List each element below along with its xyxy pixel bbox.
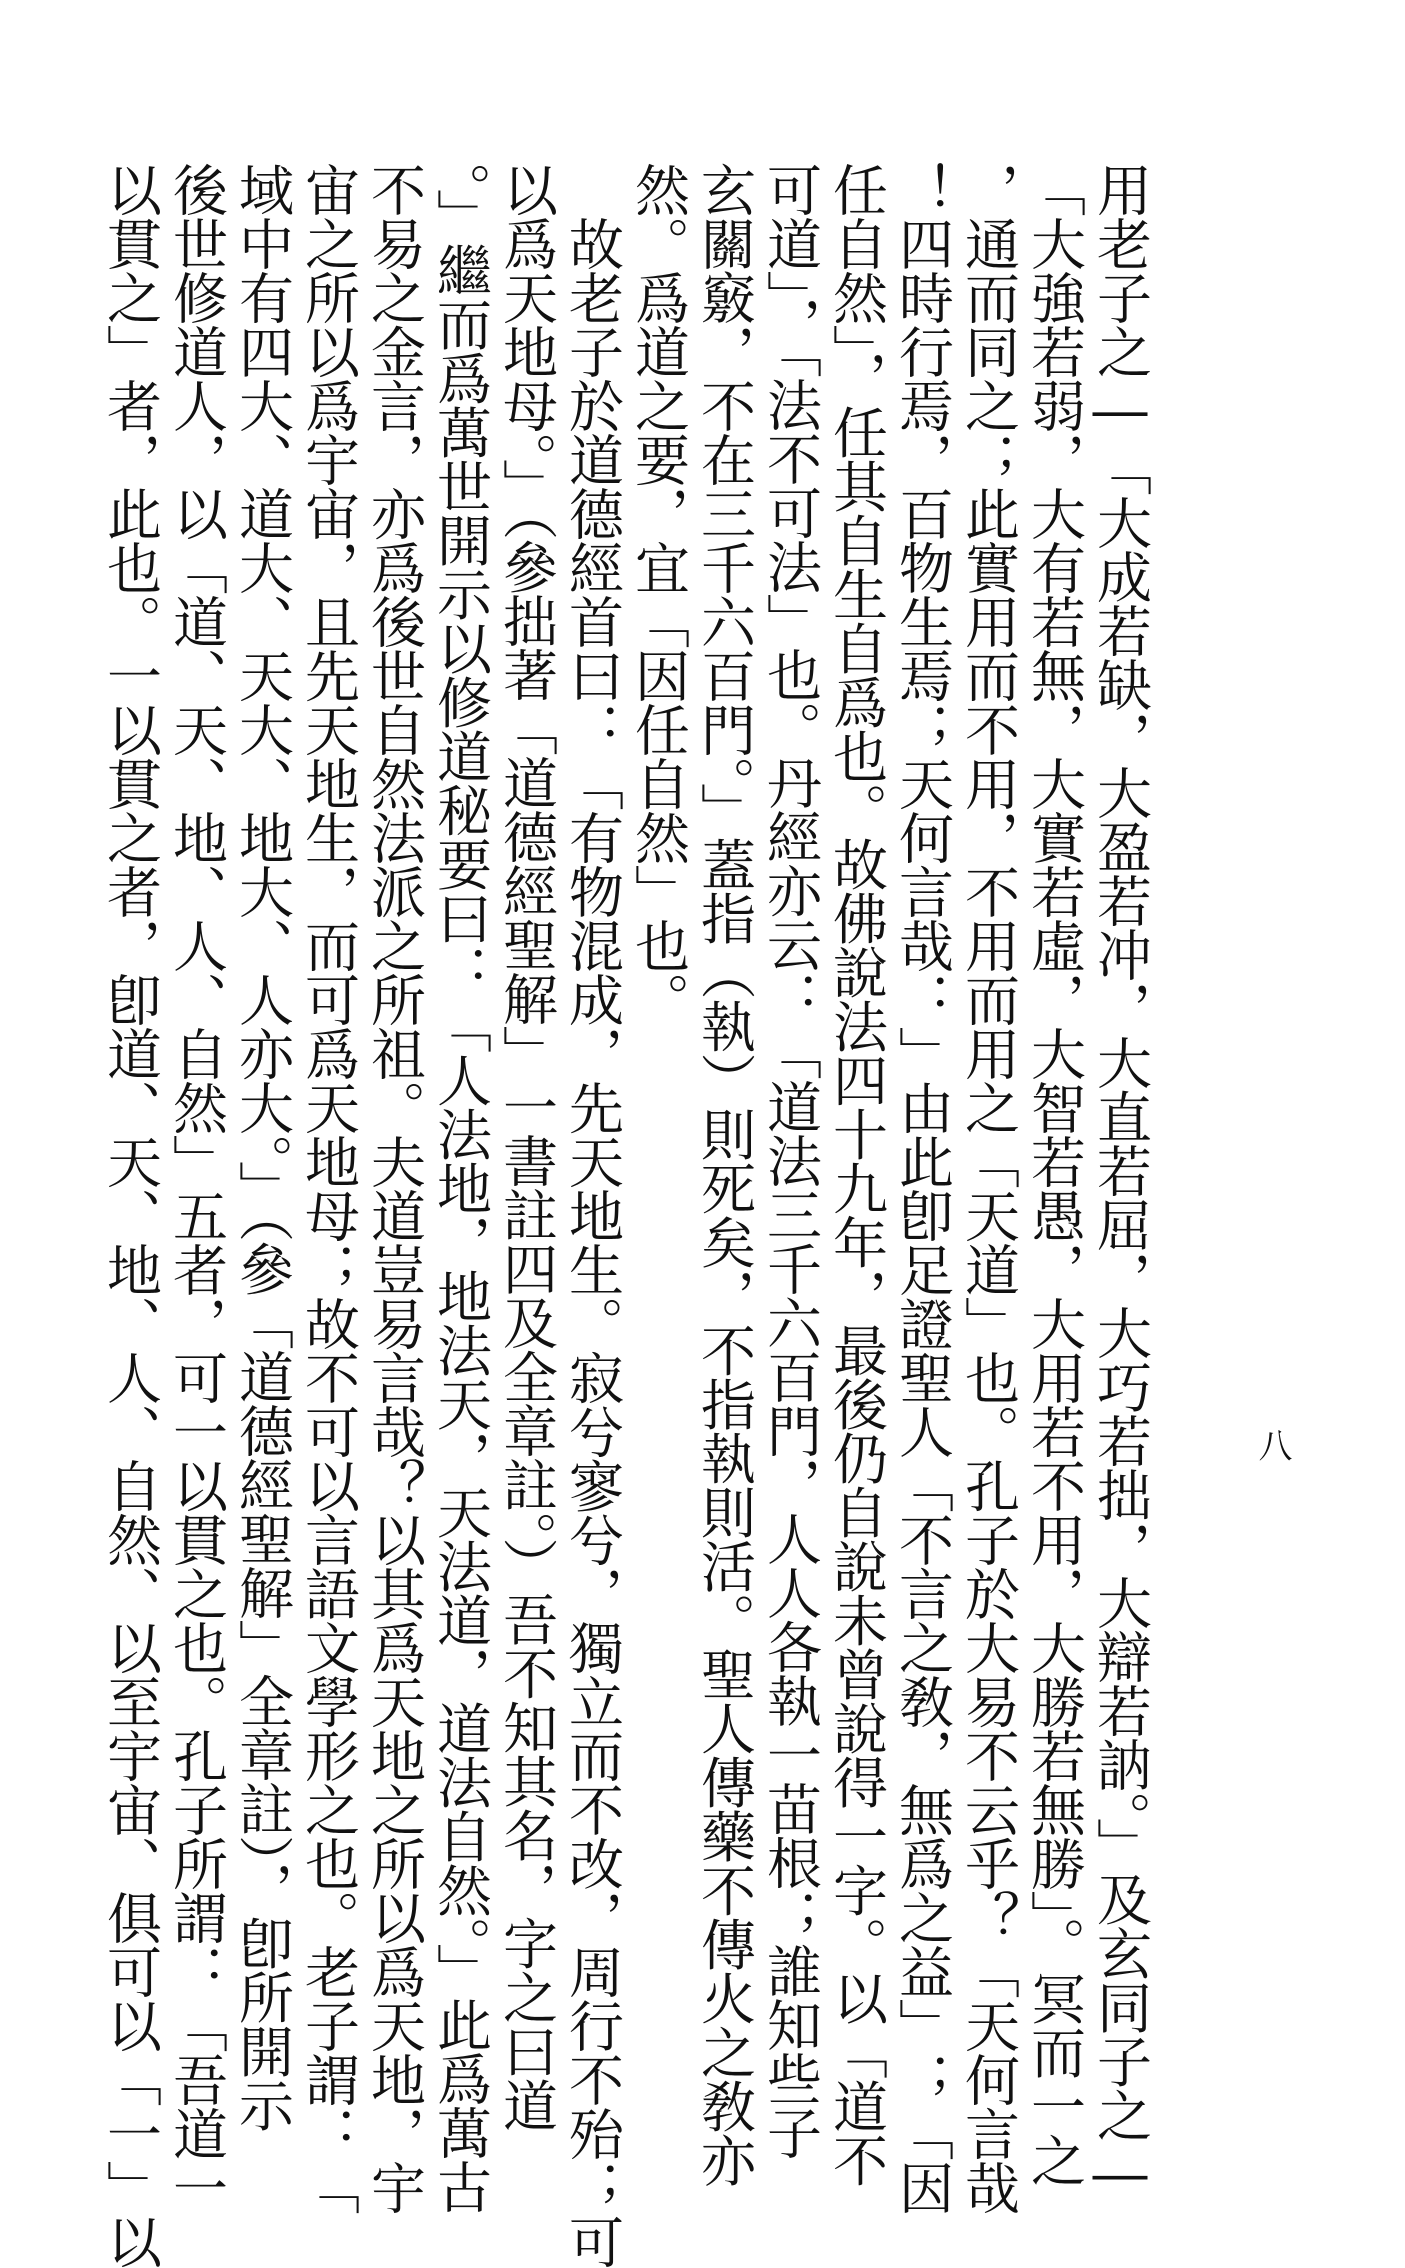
text-column-1: 用老子之―「大成若缺，大盈若冲，大直若屈，大巧若拙，大辯若訥。」及玄同子之― <box>1088 162 1152 2205</box>
text-column-3: ，通而同之；此實用而不用，不用而用之「天道」也。孔子於大易不云乎？「天何言哉 <box>956 162 1020 2214</box>
vertical-text-block <box>97 162 1153 2268</box>
text-column-8: 然。爲道之要，宜「因任自然」也。 <box>626 162 690 1026</box>
text-column-15: 後世修道人，以「道、天、地、人、自然」五者，可一以貫之也。孔子所謂：「吾道一 <box>164 162 228 2214</box>
text-column-11: 。」繼而爲萬世開示以修道秘要曰：「人法地，地法天，天法道，道法自然。」此爲萬古 <box>428 162 492 2213</box>
text-column-16: 以貫之」者，此也。一以貫之者，卽道、天、地、人、自然、以至宇宙、俱可以「一」以 <box>98 162 162 2268</box>
text-column-5: 任自然」，任其自生自爲也。故佛說法四十九年，最後仍自說未曾說得一字。以「道不 <box>824 162 888 2187</box>
text-column-6: 可道」，「法不可法」也。丹經亦云：「道法三千六百門，人人各執一苗根；誰知些子 <box>758 162 822 2159</box>
text-column-2: 「大強若弱，大有若無，大實若虛，大智若愚，大用若不用，大勝若無勝」。冥而一之 <box>1022 162 1086 2187</box>
text-column-10: 以爲天地母。」（參拙著「道德經聖解」一書註四及全章註。）吾不知其名，字之曰道 <box>494 162 558 2132</box>
text-column-9: 故老子於道德經首曰：「有物混成，先天地生。寂兮寥兮，獨立而不改，周行不殆；可 <box>560 162 624 2268</box>
text-column-4: ！四時行焉，百物生焉；天何言哉：」由此卽足證聖人「不言之敎，無爲之益」；「因 <box>890 162 954 2214</box>
page-number: 八 <box>1252 1428 1292 1462</box>
text-column-13: 宙之所以爲宇宙，且先天地生，而可爲天地母；故不可以言語文學形之也。老子謂：「 <box>296 162 360 2214</box>
text-column-12: 不易之金言，亦爲後世自然法派之所祖。夫道豈易言哉？以其爲天地之所以爲天地，宇 <box>362 162 426 2214</box>
text-column-7: 玄關竅，不在三千六百門。」蓋指（執）則死矣，不指執則活。聖人傳藥不傳火之敎亦 <box>692 162 756 2187</box>
text-column-14: 域中有四大、道大、天大、地大、人亦大。」（參「道德經聖解」全章註），卽所開示 <box>230 162 294 2132</box>
